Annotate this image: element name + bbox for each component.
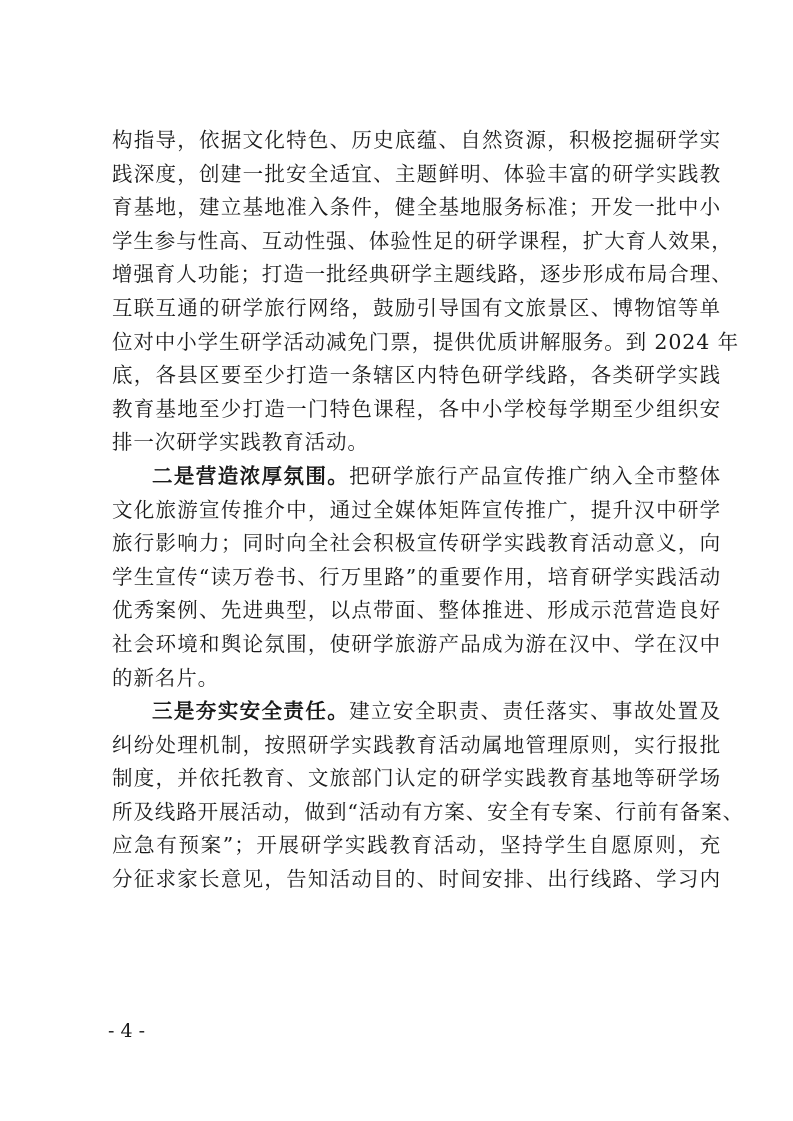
text-line xyxy=(112,460,721,494)
text-line: 位对中小学生研学活动减免门票，提供优质讲解服务。到 2024 年 xyxy=(112,329,740,354)
paragraph-heading: 三是夯实安全责任。 xyxy=(152,699,350,724)
text-line: 社会环境和舆论氛围，使研学旅游产品成为游在汉中、学在汉中 xyxy=(112,631,721,656)
text-line: 底，各县区要至少打造一条辖区内特色研学线路，各类研学实践 xyxy=(112,363,721,388)
text-line: 育基地，建立基地准入条件，健全基地服务标准；开发一批中小 xyxy=(112,195,721,220)
text-line: 应急有预案”；开展研学实践教育活动，坚持学生自愿原则，充 xyxy=(112,833,721,858)
text-line: 学生宣传“读万卷书、行万里路”的重要作用，培育研学实践活动 xyxy=(112,564,721,589)
text-line: 所及线路开展活动，做到“活动有方案、安全有专案、行前有备案、 xyxy=(112,799,744,824)
paragraph-1 xyxy=(112,124,740,460)
paragraph-heading: 二是营造浓厚氛围。 xyxy=(152,463,350,488)
text-line: 旅行影响力；同时向全社会积极宣传研学实践教育活动意义，向 xyxy=(112,531,721,556)
text-line: 践深度，创建一批安全适宜、主题鲜明、体验丰富的研学实践教 xyxy=(112,161,721,186)
text-line: 的新名片。 xyxy=(112,665,219,690)
text-line: 排一次研学实践教育活动。 xyxy=(112,430,369,455)
paragraph-2 xyxy=(112,460,721,695)
text-line: 学生参与性高、互动性强、体验性足的研学课程，扩大育人效果， xyxy=(112,228,733,253)
text-run: 建立安全职责、责任落实、事故处置及 xyxy=(349,699,721,724)
text-line: 分征求家长意见，告知活动目的、时间安排、出行线路、学习内 xyxy=(112,867,721,892)
page-number: - 4 - xyxy=(108,1020,146,1042)
text-line: 构指导，依据文化特色、历史底蕴、自然资源，积极挖掘研学实 xyxy=(112,128,721,152)
text-line: 纠纷处理机制，按照研学实践教育活动属地管理原则，实行报批 xyxy=(112,732,721,757)
text-line: 教育基地至少打造一门特色课程，各中小学校每学期至少组织安 xyxy=(112,396,721,421)
text-line: 文化旅游宣传推介中，通过全媒体矩阵宣传推广，提升汉中研学 xyxy=(112,497,721,522)
text-line: 增强育人功能；打造一批经典研学主题线路，逐步形成布局合理、 xyxy=(112,262,733,287)
document-body xyxy=(112,124,744,897)
paragraph-3 xyxy=(112,695,744,897)
text-line: 互联互通的研学旅行网络，鼓励引导国有文旅景区、博物馆等单 xyxy=(112,295,721,320)
text-line xyxy=(112,695,721,729)
text-line: 制度，并依托教育、文旅部门认定的研学实践教育基地等研学场 xyxy=(112,766,721,791)
text-run: 把研学旅行产品宣传推广纳入全市整体 xyxy=(349,463,721,488)
text-line: 优秀案例、先进典型，以点带面、整体推进、形成示范营造良好 xyxy=(112,598,721,623)
